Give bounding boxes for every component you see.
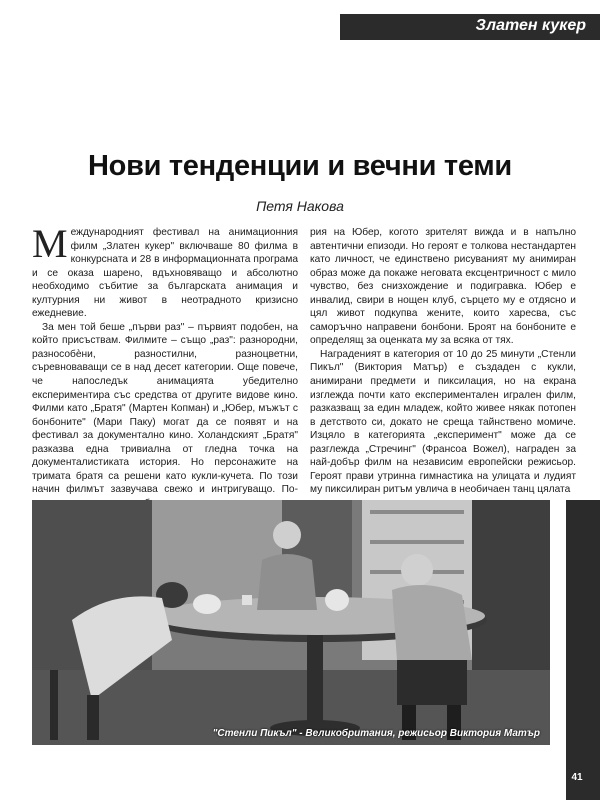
article-author: Петя Накова — [256, 198, 344, 214]
page-number: 41 — [571, 772, 583, 783]
right-column — [310, 226, 576, 497]
section-title: Златен кукер — [475, 17, 586, 34]
paragraph-text: еждународният фестивал на анимационния филм „Златен кукер" включваше 80 филма в конкурсната и 28 в информационната програма и се оказа шарено, вдъхновяващо и абсолютно необходимо събитие за българската анимация и културния ни живот в неотрадното кризисно ежедневие. — [32, 227, 298, 320]
paragraph: За мен той беше „първи раз" – първият подобен, на който присъствам. Филмите – също „раз": разнородни, разнособѐни, разностилни, разноцветни, съревноваващи се в над десет категории. Още повече, че напоследък анимацията убедително експериментира със средства от другите видове кино. Филми като „Братя" (Мартен Копман) и „Юбер, мъжът с бонбоните" (Мари Паку) могат да се появят и на фестивал за документално кино. Холандският „Братя" разказва една тривиална от гледна точка на документалистиката история. Но персонажите на тримата братя са решени като кукли-кучета. По този начин филмът зазвучава свежо и интригуващо. По- — [32, 321, 298, 496]
film-still-illustration — [32, 500, 550, 745]
drop-cap: М — [32, 221, 68, 266]
article-title: Нови тенденции и вечни теми — [88, 150, 512, 182]
paragraph: Награденият в категория от 10 до 25 минути „Стенли Пикъл" (Виктория Матър) е създаден с кукли, анимирани предмети и пиксилация, но на екрана изглежда почти като експериментален игрален филм, разказващ за един младеж, който живее някак потопен в детството си, докато не среща тайнствено момиче. Изцяло в категорията „експеримент" може да се разглежда „Стречинг" (Франсоа Вожел), награден за най-добър филм на независим европейски режисьор. Героят прави утринна гимнастика на улицата и лудият му пиксилиран ритъм увлича в необичаен танц цялата — [310, 348, 576, 496]
left-column — [32, 221, 298, 524]
film-still-photo — [32, 500, 550, 745]
paragraph: рия на Юбер, когото зрителят вижда и в напълно автентични епизоди. Но героят е толкова нестандартен като личност, че единствено рисуваният му анимиран образ може да покаже неговата ексцентричност с мило чувство, без снизхождение и подигравка. Юбер е инвалид, свири в нощен клуб, сърцето му е отдясно и цял живот подкупва жените, които харесва, със саморъчно направени бонбони. Броят на бонбоните е определящ за оценката му за всяка от тях. — [310, 227, 576, 347]
paragraph — [32, 221, 298, 321]
photo-caption: "Стенли Пикъл" - Великобритания, режисьор Виктория Матър — [212, 728, 540, 739]
section-header-bar — [340, 14, 600, 40]
page-edge-strip — [566, 500, 600, 800]
